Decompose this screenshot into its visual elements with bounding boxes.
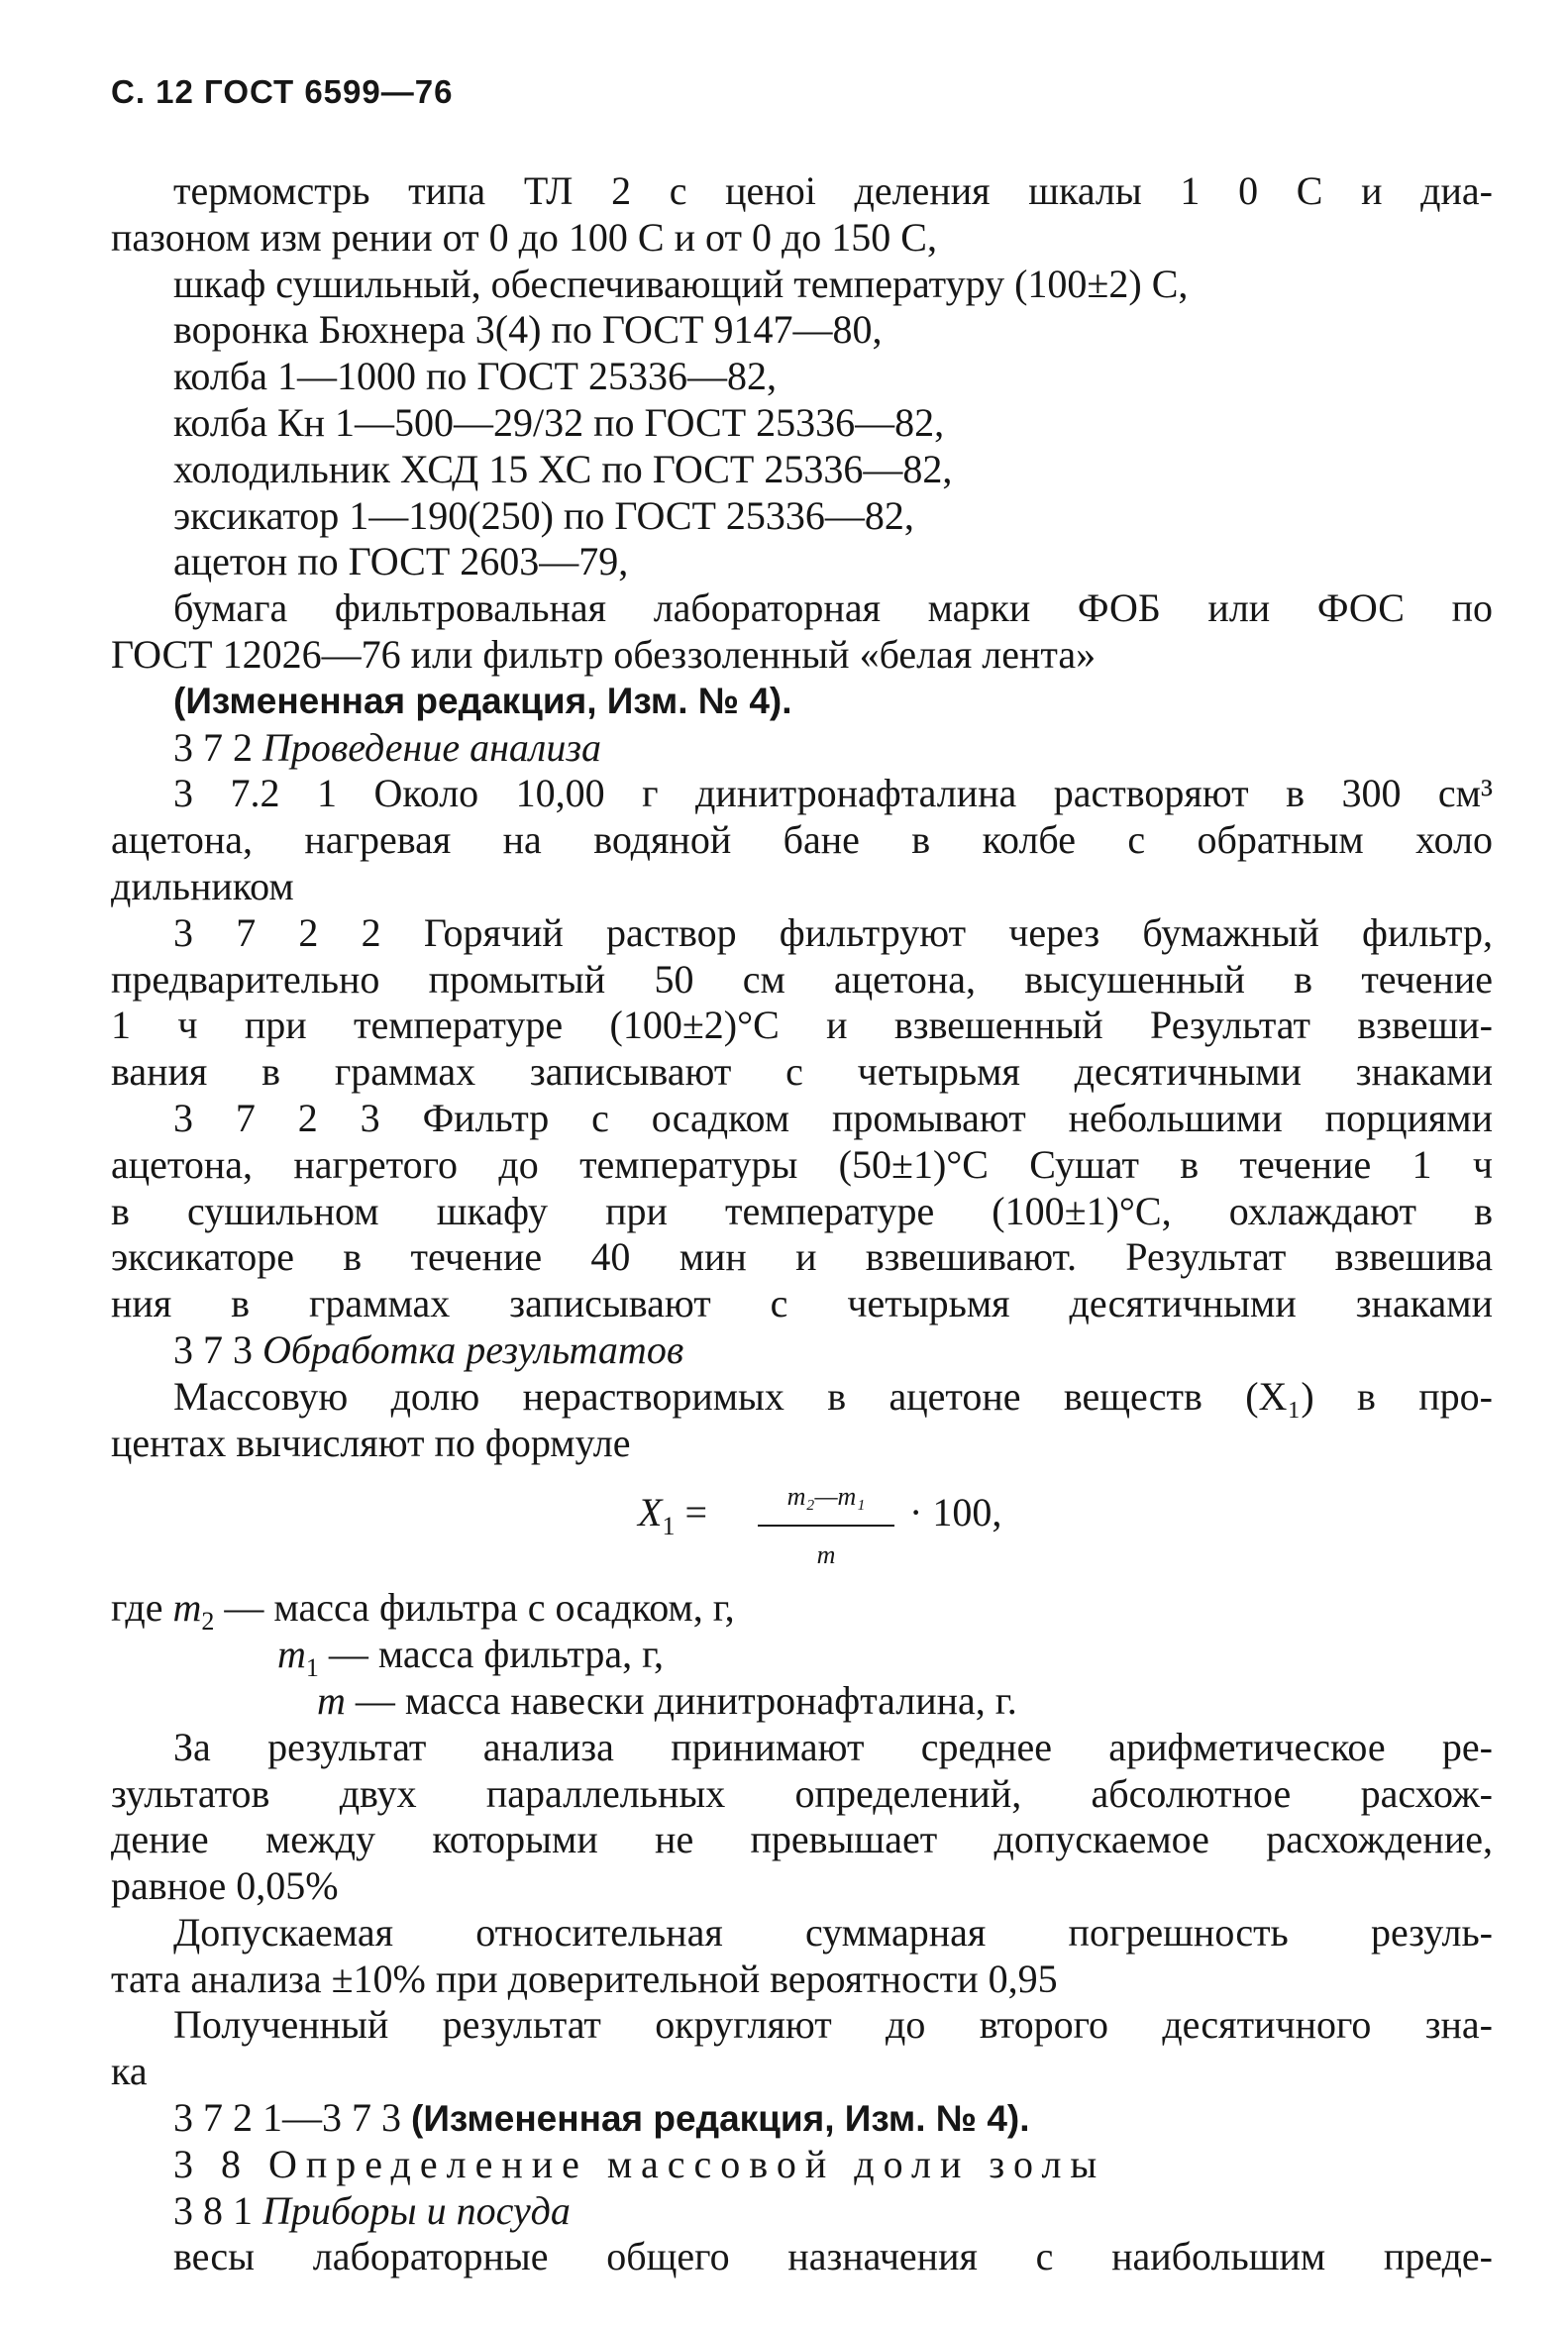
formula-lhs	[638, 1490, 707, 1550]
text-line: бумага фильтровальная лабораторная марки ФОБ или ФОС по	[173, 585, 1493, 631]
text-line: холодильник ХСД 15 ХС по ГОСТ 25336—82,	[173, 446, 953, 491]
section-heading-38: 3 8 Определение массовой доли золы	[173, 2141, 1106, 2186]
text-line: воронка Бюхнера 3(4) по ГОСТ 9147—80,	[173, 307, 883, 353]
where-text: — масса фильтра с осадком, г,	[214, 1585, 735, 1631]
text-line: дение между которыми не превышает допускаемое расхождение,	[111, 1817, 1493, 1862]
where-subscript: 2	[201, 1607, 215, 1637]
formula-fraction	[758, 1474, 894, 1579]
section-title: Приборы и посуда	[262, 2187, 571, 2233]
formula-variable: X	[638, 1490, 663, 1535]
section-title: Проведение анализа	[262, 724, 601, 770]
text-line: пазоном изм рении от 0 до 100 С и от 0 до 150 С,	[111, 214, 937, 260]
text-line: ацетона, нагревая на водяной бане в колбе с обратным холо	[111, 817, 1493, 863]
text-line: 1 ч при температуре (100±2)°С и взвешенный Результат взвеши-	[111, 1003, 1493, 1048]
section-title: Обработка результатов	[262, 1326, 684, 1372]
amendment-note: (Измененная редакция, Изм. № 4).	[173, 680, 792, 721]
section-number: 3 7 3	[173, 1326, 253, 1372]
text-line: Массовую долю нерастворимых в ацетоне веществ (X₁) в про-	[173, 1373, 1493, 1419]
text-line: термомстрь типа ТЛ 2 с ценоі деления шкалы 1 0 С и диа-	[173, 168, 1493, 213]
text-line: вания в граммах записывают с четырьмя десятичными знаками	[111, 1049, 1493, 1095]
text-line: равное 0,05%	[111, 1863, 339, 1909]
text-line: дильником	[111, 863, 294, 908]
text-line: колба 1—1000 по ГОСТ 25336—82,	[173, 354, 777, 399]
text-line: 3 7.2 1 Около 10,00 г динитронафталина растворяют в 300 см³	[173, 771, 1493, 816]
formula-subscript: 1	[662, 1512, 676, 1541]
text-line: тата анализа ±10% при доверительной вероятности 0,95	[111, 1956, 1058, 2001]
where-prefix: где	[111, 1585, 173, 1631]
text-line: весы лабораторные общего назначения с наибольшим преде-	[173, 2234, 1493, 2279]
text-line: эксикаторе в течение 40 мин и взвешивают. Результат взвешива	[111, 1234, 1493, 1280]
page-header: С. 12 ГОСТ 6599—76	[111, 73, 454, 110]
formula-equals: =	[675, 1490, 707, 1535]
where-variable: m	[277, 1632, 306, 1677]
text-line: Допускаемая относительная суммарная погрешность резуль-	[173, 1909, 1493, 1955]
text-line: ацетон по ГОСТ 2603—79,	[173, 539, 629, 584]
text-line: ацетона, нагретого до температуры (50±1)°С Сушат в течение 1 ч	[111, 1141, 1493, 1187]
where-line	[111, 1585, 1493, 1637]
section-heading-373	[111, 1327, 1493, 1374]
section-number: 3 7 2	[173, 724, 253, 770]
section-heading-381	[111, 2188, 1493, 2235]
text-line: За результат анализа принимают среднее арифметическое ре-	[173, 1724, 1493, 1769]
formula-multiplier: · 100,	[909, 1490, 1002, 1535]
text-line: ка	[111, 2049, 148, 2094]
where-text: — масса фильтра, г,	[318, 1632, 665, 1677]
where-line	[111, 1632, 1493, 1683]
where-variable: m	[172, 1585, 202, 1631]
text-line: 3 7 2 2 Горячий раствор фильтруют через бумажный фильтр,	[173, 909, 1493, 955]
where-variable: m	[317, 1677, 346, 1723]
text-line: ния в граммах записывают с четырьмя десятичными знаками	[111, 1281, 1493, 1326]
where-text: — масса навески динитронафталина, г.	[345, 1677, 1017, 1723]
document-body	[111, 168, 1493, 2280]
text-line: центах вычисляют по формуле	[111, 1420, 631, 1465]
text-line: шкаф сушильный, обеспечивающий температуру (100±2) С,	[173, 261, 1189, 306]
text-line: эксикатор 1—190(250) по ГОСТ 25336—82,	[173, 492, 914, 538]
text-line: ГОСТ 12026—76 или фильтр обеззоленный «белая лента»	[111, 631, 1097, 677]
document-page	[111, 73, 1493, 2280]
amendment-note: (Измененная редакция, Изм. № 4).	[411, 2098, 1030, 2140]
formula-denominator: m	[816, 1540, 836, 1570]
text-line: 3 7 2 3 Фильтр с осадком промывают небольшими порциями	[173, 1095, 1493, 1140]
text-line: предварительно промытый 50 см ацетона, высушенный в течение	[111, 956, 1493, 1002]
section-heading-372	[111, 725, 1493, 772]
text-line: зультатов двух параллельных определений, абсолютное расхож-	[111, 1770, 1493, 1816]
amendment-range: 3 7 2 1—3 7 3	[173, 2095, 411, 2141]
amendment-line	[111, 2095, 1493, 2142]
formula-numerator: m₂—m₁	[758, 1474, 894, 1527]
text-line: Полученный результат округляют до второго десятичного зна-	[173, 2002, 1493, 2048]
where-line	[111, 1678, 1493, 1725]
where-subscript: 1	[305, 1653, 319, 1683]
section-number: 3 8 1	[173, 2187, 253, 2233]
formula	[111, 1466, 1493, 1585]
text-line: в сушильном шкафу при температуре (100±1)°С, охлаждают в	[111, 1188, 1493, 1233]
text-line: колба Кн 1—500—29/32 по ГОСТ 25336—82,	[173, 399, 945, 445]
